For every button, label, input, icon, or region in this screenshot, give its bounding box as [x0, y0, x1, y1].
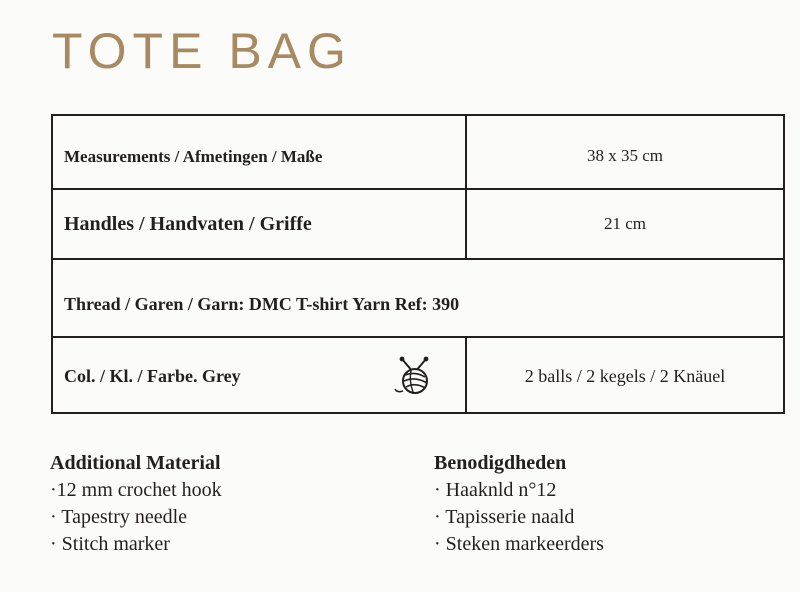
list-item: ·12 mm crochet hook: [50, 479, 222, 501]
page-title: TOTE BAG: [52, 23, 352, 79]
materials-nl-heading: Benodigdheden: [434, 452, 567, 474]
handles-label: Handles / Handvaten / Griffe: [64, 212, 312, 235]
measurements-label: Measurements / Afmetingen / Maße: [64, 147, 323, 166]
spec-table: [51, 114, 785, 414]
color-label: Col. / Kl. / Farbe. Grey: [64, 365, 241, 386]
list-item: · Stitch marker: [50, 533, 170, 555]
table-row-color: [53, 338, 783, 414]
list-item: · Steken markeerders: [434, 533, 604, 555]
yarn-ball-with-needles-icon: [393, 355, 435, 397]
list-item: · Tapestry needle: [50, 506, 188, 528]
list-item: · Tapisserie naald: [434, 506, 575, 528]
list-item: · Haaknld n°12: [434, 479, 557, 501]
additional-material-en: [50, 452, 222, 558]
measurements-value: 38 x 35 cm: [465, 116, 783, 188]
color-cell: [53, 338, 465, 414]
table-row-thread: [53, 260, 783, 338]
additional-material-nl: [434, 452, 604, 558]
handles-value: 21 cm: [465, 190, 783, 258]
table-row-handles: [53, 190, 783, 260]
materials-nl-list: [434, 477, 604, 558]
table-row-measurements: [53, 116, 783, 190]
materials-en-heading: Additional Material: [50, 452, 221, 474]
thread-label: Thread / Garen / Garn: DMC T-shirt Yarn Ref: 390: [64, 293, 460, 314]
materials-en-list: [50, 477, 222, 558]
color-value: 2 balls / 2 kegels / 2 Knäuel: [465, 338, 783, 414]
